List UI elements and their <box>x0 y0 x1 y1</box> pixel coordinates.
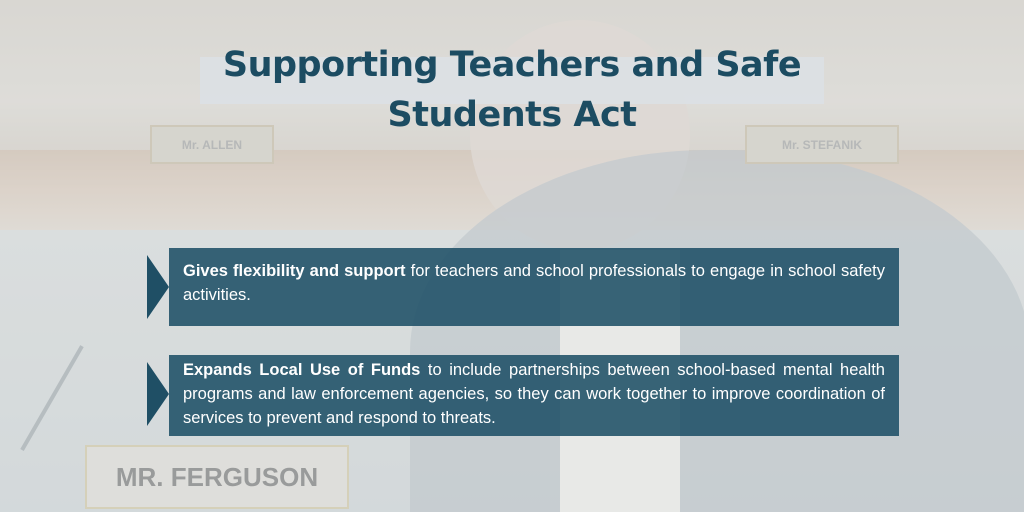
nameplate-stefanik: Mr. STEFANIK <box>745 125 899 164</box>
bullet-arrow-icon <box>147 362 169 426</box>
bullet-bold-text: Gives flexibility and support <box>183 262 406 280</box>
bullet-arrow-icon <box>147 255 169 319</box>
bullet-box <box>169 355 899 436</box>
bullet-bold-text: Expands Local Use of Funds <box>183 361 421 379</box>
bullet-text: to include partnerships between school-based mental health programs and law enforcement agencies, so they can work together to improve coordination of services to prevent and respond to threats. <box>183 361 885 427</box>
bullet-text: for teachers and school professionals to engage in school safety activities. <box>183 262 885 304</box>
nameplate-ferguson: MR. FERGUSON <box>85 445 349 509</box>
bullet-box <box>169 248 899 326</box>
page-title: Supporting Teachers and Safe Students Act <box>222 45 802 135</box>
nameplate-allen: Mr. ALLEN <box>150 125 274 164</box>
